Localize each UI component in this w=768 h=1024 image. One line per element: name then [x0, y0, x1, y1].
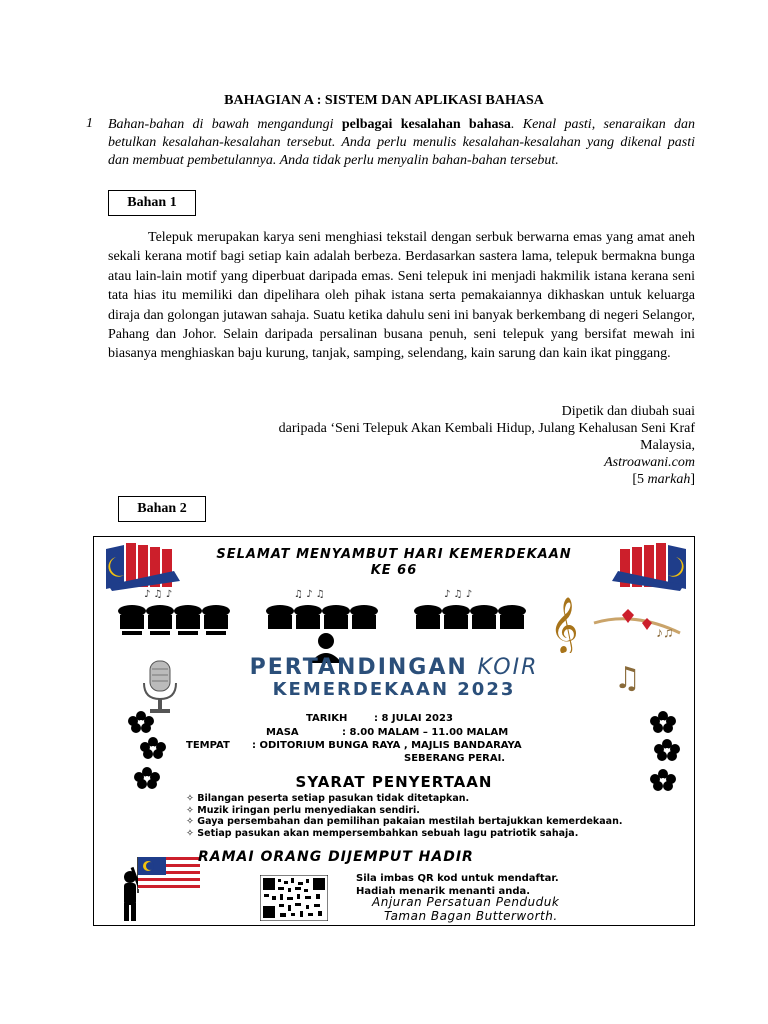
source-line-2: daripada ‘Seni Telepuk Akan Kembali Hidup, Julang Kehalusan Seni Kraf: [278, 421, 695, 436]
source-line-1: Dipetik dan diubah suai: [561, 404, 695, 419]
condition-item: ✧ Gaya persembahan dan pemilihan pakaian mestilah bertajukkan kemerdekaan.: [186, 816, 623, 827]
hibiscus-icon: [650, 711, 676, 733]
question-number: 1: [86, 116, 93, 131]
poster-title-b: KOIR: [477, 655, 539, 680]
qr-code-icon[interactable]: [260, 875, 328, 921]
instruction-post: . Kenal pasti, senaraikan dan betulkan kesalahan-kesalahan tersebut. Anda perlu menulis kesalahan-kesalahan yang dikenal pasti dan membuat pembetulannya. Anda tidak perlu menyalin bahan-bahan tersebut.: [108, 117, 696, 168]
time-label: MASA: [266, 727, 299, 738]
time-value: : 8.00 MALAM – 11.00 MALAM: [342, 727, 509, 738]
venue-value: : ODITORIUM BUNGA RAYA , MAJLIS BANDARAYA: [252, 740, 522, 751]
question-instruction: [108, 116, 695, 170]
condition-item: ✧ Setiap pasukan akan mempersembahkan sebuah lagu patriotik sahaja.: [186, 827, 579, 839]
marks: [632, 471, 695, 489]
qr-line-2: Hadiah menarik menanti anda.: [356, 886, 531, 897]
svg-text:♪♫: ♪♫: [656, 626, 674, 641]
hibiscus-icon: [128, 711, 154, 733]
event-poster: [93, 536, 695, 926]
instruction-pre: Bahan-bahan di bawah mengandungi: [108, 117, 342, 132]
organizer-line-1: Anjuran Persatuan Penduduk: [372, 895, 560, 909]
condition-item: ✧ Bilangan peserta setiap pasukan tidak ditetapkan.: [186, 793, 470, 804]
condition-item: ✧ Muzik iringan perlu menyediakan sendiri.: [186, 804, 420, 816]
svg-text:♫ ♪ ♫: ♫ ♪ ♫: [294, 589, 325, 600]
venue-value-2: SEBERANG PERAI.: [404, 753, 506, 764]
instruction-bold: pelbagai kesalahan bahasa: [341, 117, 511, 132]
poster-greeting-line1: SELAMAT MENYAMBUT HARI KEMERDEKAAN: [216, 547, 572, 562]
flag-waving-person-icon: [116, 853, 206, 923]
poster-title-line2: KEMERDEKAAN 2023: [272, 679, 516, 700]
choir-singers-icon: [114, 587, 574, 663]
poster-title-a: PERTANDINGAN: [249, 655, 478, 680]
qr-line-1: Sila imbas QR kod untuk mendaftar.: [356, 873, 559, 884]
source-line-4: Astroawani.com: [604, 455, 695, 470]
marks-word: markah: [647, 472, 691, 487]
music-note-icon: ♫: [614, 661, 641, 696]
bahan1-label: Bahan 1: [108, 190, 196, 216]
source-line-3: Malaysia,: [640, 438, 695, 453]
date-value: : 8 JULAI 2023: [374, 713, 453, 724]
svg-text:♪ ♫ ♪: ♪ ♫ ♪: [144, 589, 173, 600]
organizer-line-2: Taman Bagan Butterworth.: [384, 909, 558, 923]
svg-text:♪ ♫ ♪: ♪ ♫ ♪: [444, 589, 473, 600]
bahan1-paragraph: [108, 228, 695, 364]
bahan1-text: Telepuk merupakan karya seni menghiasi tekstail dengan serbuk berwarna emas yang amat aneh sekali kerana motif bagi setiap kain adalah berbeza. Berdasarkan sastera lama, telepuk bermakna bunga atau lain-lain motif yang diperbuat daripada emas. Seni telepuk ini menjadi hakmilik istana kerana seni tata hias itu memiliki dan dipelihara oleh pihak istana serta pemakaiannya dikhaskan untuk keluarga diraja dan golongan jutawan sahaja. Suatu ketika dahulu seni ini banyak berkembang di negeri Selangor, Pahang dan Johor. Selain daripada persalinan busana penuh, seni telepuk yang bersifat mewah ini biasanya menghiaskan baju kurung, tanjak, samping, selendang, kain sarung dan kain ikat pinggang.: [108, 230, 695, 362]
section-title: BAHAGIAN A : SISTEM DAN APLIKASI BAHASA: [224, 93, 544, 108]
poster-title-line1: [94, 655, 694, 680]
marks-open: [5: [632, 472, 648, 487]
hibiscus-icon: [654, 739, 680, 761]
poster-greeting-line2: KE 66: [370, 563, 418, 578]
treble-clef-icon: [544, 593, 684, 653]
bahan2-label: Bahan 2: [118, 496, 206, 522]
hibiscus-icon: [140, 737, 166, 759]
conditions-title: SYARAT PENYERTAAN: [295, 773, 493, 791]
poster-invite: RAMAI ORANG DIJEMPUT HADIR: [198, 849, 474, 865]
venue-label: TEMPAT: [186, 740, 230, 751]
svg-text:𝄞: 𝄞: [550, 597, 579, 653]
marks-close: ]: [690, 472, 695, 487]
conditions-list: [186, 793, 656, 839]
date-label: TARIKH: [306, 713, 348, 724]
